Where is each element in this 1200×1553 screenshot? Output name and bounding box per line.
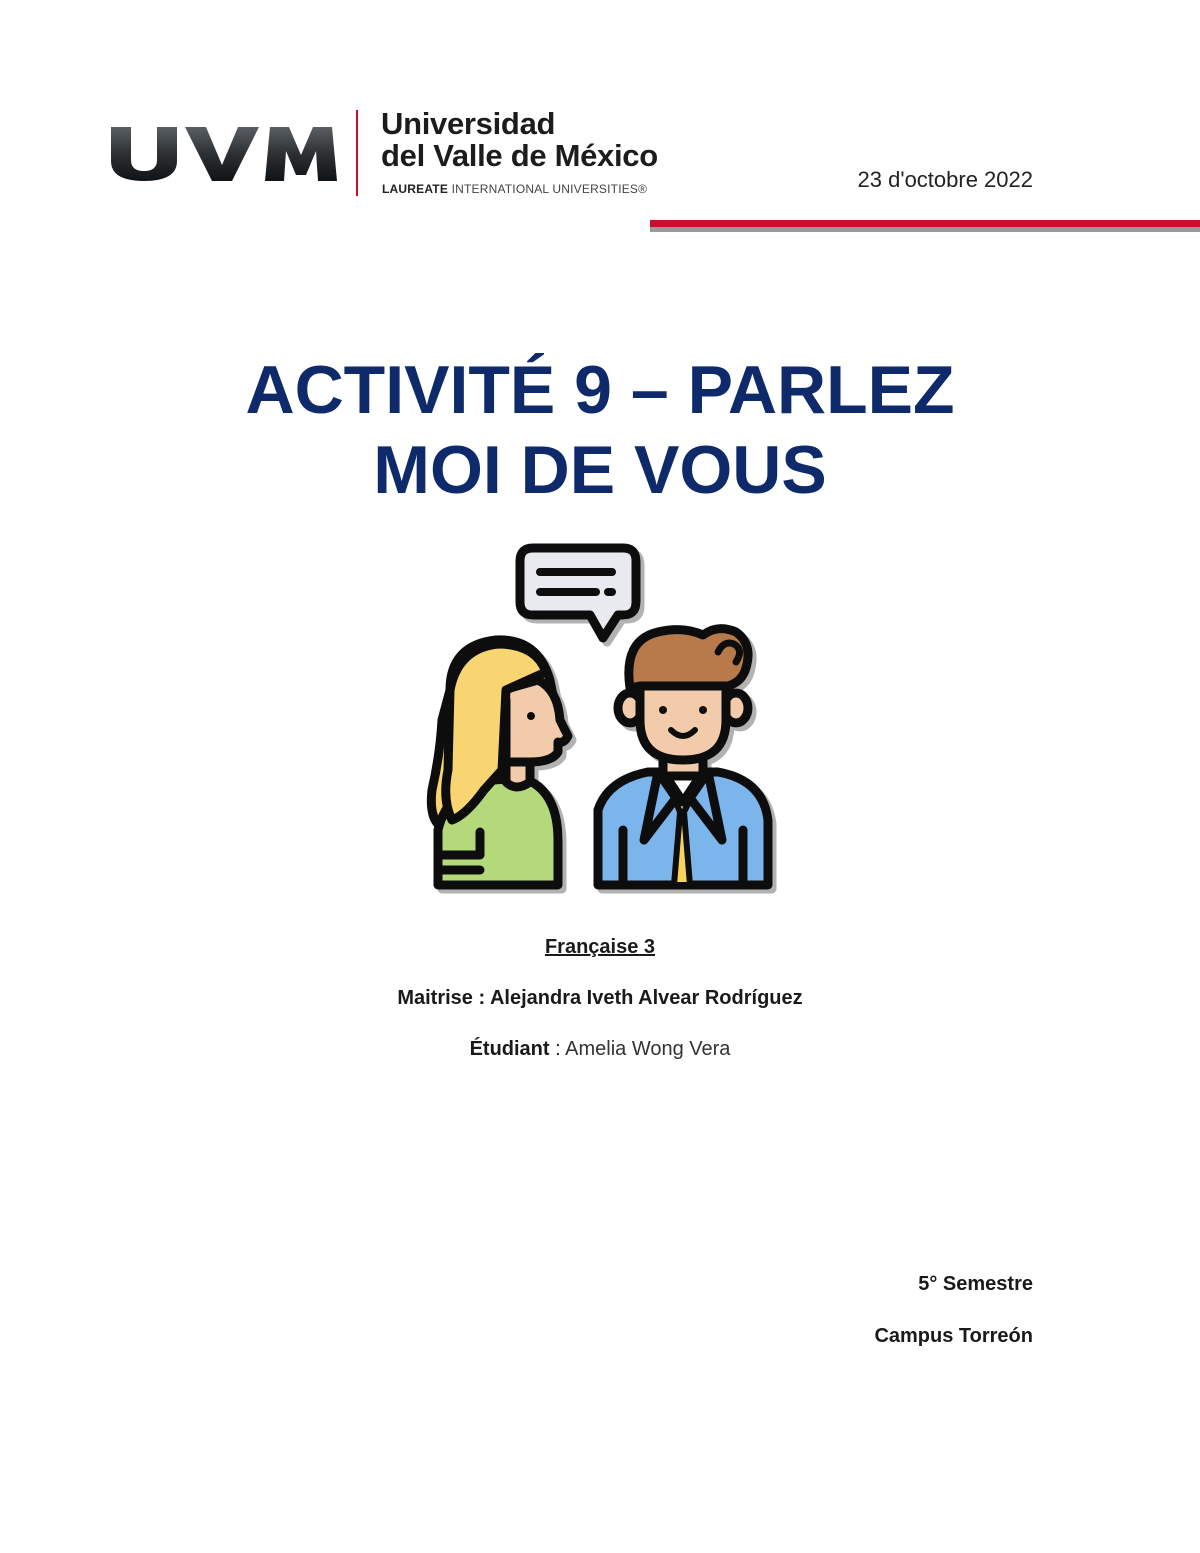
course-name: Française 3	[544, 936, 656, 958]
student-separator: :	[549, 1038, 566, 1060]
logo-divider	[356, 110, 358, 196]
university-logo	[105, 105, 685, 200]
page-title	[0, 350, 1200, 510]
university-name-line1: Universidad	[381, 106, 556, 141]
header-accent-bar	[650, 220, 1200, 227]
teacher-name: Maitrise : Alejandra Iveth Alvear Rodríguez	[397, 987, 803, 1009]
two-people-conversation-icon	[418, 540, 788, 905]
document-date: 23 d'octobre 2022	[857, 167, 1033, 192]
student-line	[0, 1038, 1200, 1061]
semester: 5° Semestre	[918, 1273, 1033, 1295]
uvm-logo-mark	[105, 105, 340, 200]
laureate-word: LAUREATE	[382, 182, 449, 196]
campus: Campus Torreón	[874, 1325, 1033, 1347]
laureate-rest: INTERNATIONAL UNIVERSITIES®	[448, 182, 648, 196]
university-name-line2: del Valle de México	[381, 138, 658, 173]
student-label: Étudiant	[469, 1038, 550, 1060]
title-line2: MOI DE VOUS	[373, 432, 827, 508]
title-line1: ACTIVITÉ 9 – PARLEZ	[245, 352, 955, 428]
laureate-tagline	[382, 182, 647, 196]
student-name: Amelia Wong Vera	[565, 1038, 731, 1060]
header-shadow-bar	[650, 227, 1200, 232]
